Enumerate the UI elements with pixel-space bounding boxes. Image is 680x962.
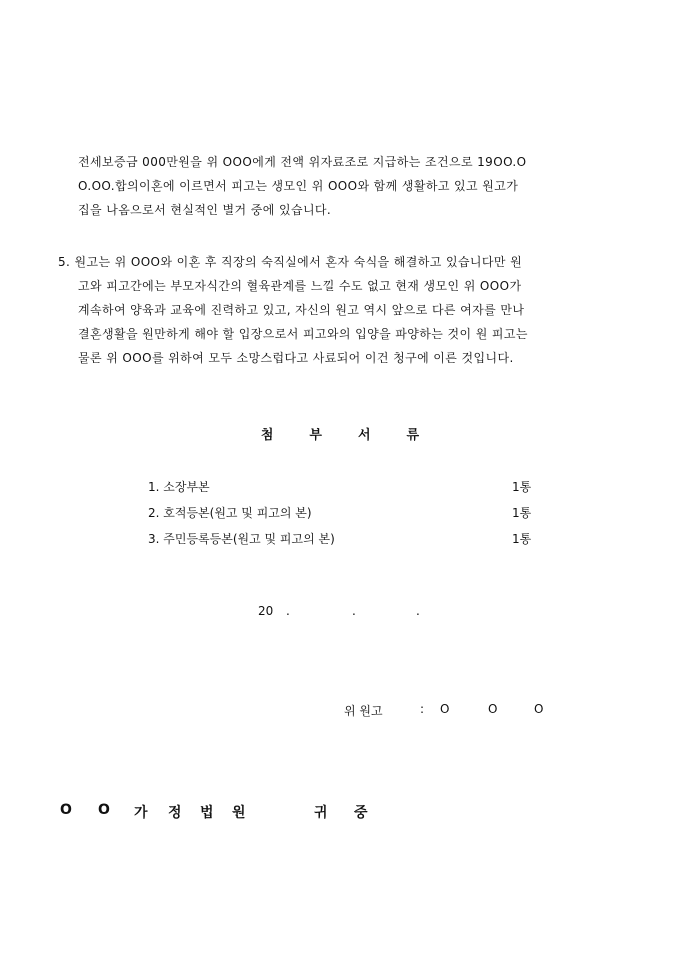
attachment-label: 2. 호적등본(원고 및 피고의 본) — [148, 506, 312, 520]
body-paragraph-1 — [78, 150, 626, 222]
signer-role: 위 원고 — [344, 704, 383, 718]
court-name-char: 법 — [200, 805, 214, 821]
paragraph-line: O.OO.합의이혼에 이르면서 피고는 생모인 위 OOO와 함께 생활하고 있고 원고가 — [78, 179, 519, 193]
court-name-char: 원 — [232, 805, 246, 821]
paragraph-line: 고와 피고간에는 부모자식간의 혈육관계를 느낄 수도 없고 현재 생모인 위 OOO가 — [78, 279, 522, 293]
attachment-count: 1통 — [512, 506, 532, 520]
court-suffix-char: 귀 — [314, 805, 328, 821]
attachments-list — [148, 478, 538, 556]
attachment-count: 1통 — [512, 480, 532, 494]
paragraph-line: 전세보증금 000만원을 위 OOO에게 전액 위자료조로 지급하는 조건으로 19OO.O — [78, 155, 527, 169]
attachments-title: 첨부서류 — [260, 428, 456, 443]
attachment-item — [148, 504, 538, 530]
signer-name-char: O — [534, 702, 544, 716]
court-name-char: O — [98, 802, 110, 818]
date-separator: . — [286, 604, 290, 618]
court-name-char: 정 — [168, 805, 182, 821]
signer-colon: : — [420, 702, 425, 716]
paragraph-line: 물론 위 OOO를 위하여 모두 소망스럽다고 사료되어 이건 청구에 이른 것입니다. — [78, 351, 514, 365]
attachment-item — [148, 530, 538, 556]
court-name-char: O — [60, 802, 72, 818]
date-separator: . — [352, 604, 356, 618]
signer-name-char: O — [440, 702, 450, 716]
body-paragraph-5 — [58, 250, 626, 370]
paragraph-line: 계속하여 양육과 교육에 진력하고 있고, 자신의 원고 역시 앞으로 다른 여자를 만나 — [78, 303, 525, 317]
paragraph-line: 결혼생활을 원만하게 해야 할 입장으로서 피고와의 입양을 파양하는 것이 원 피고는 — [78, 327, 528, 341]
court-suffix-char: 중 — [354, 805, 368, 821]
court-name-char: 가 — [134, 805, 148, 821]
attachment-label: 3. 주민등록등본(원고 및 피고의 본) — [148, 532, 335, 546]
signer-name-char: O — [488, 702, 498, 716]
date-separator: . — [416, 604, 420, 618]
attachment-label: 1. 소장부본 — [148, 480, 210, 494]
attachment-item — [148, 478, 538, 504]
paragraph-line: 집을 나옴으로서 현실적인 별거 중에 있습니다. — [78, 203, 332, 217]
attachment-count: 1통 — [512, 532, 532, 546]
date-year: 20 — [258, 604, 274, 618]
paragraph-line: 5. 원고는 위 OOO와 이혼 후 직장의 숙직실에서 혼자 숙식을 해결하고 있습니다만 원 — [58, 255, 523, 269]
